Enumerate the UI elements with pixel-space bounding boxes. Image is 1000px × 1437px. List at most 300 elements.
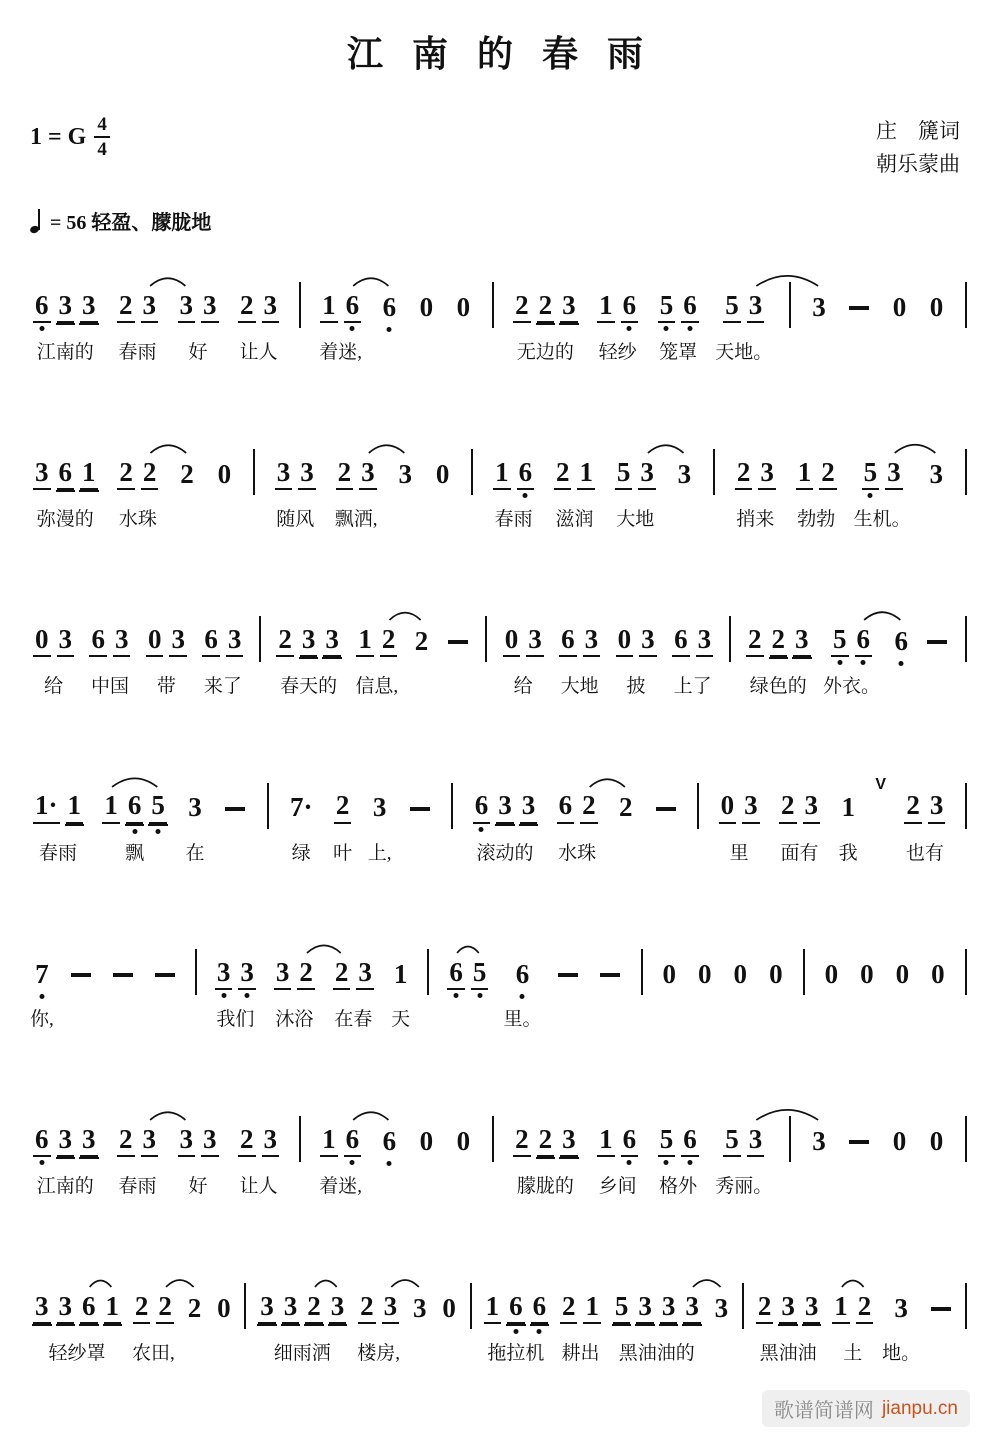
rest-note: 0 <box>662 959 677 990</box>
lyric-syllable: 外衣。 <box>823 675 881 697</box>
note-token: 3 <box>113 624 131 657</box>
music-system-5 <box>30 932 970 1030</box>
note-token: 7 <box>35 959 49 990</box>
measure-cell <box>235 1099 282 1197</box>
rest-note: 0 <box>698 959 712 990</box>
note-token: 3 <box>274 957 292 990</box>
note-token: 2 <box>336 457 354 490</box>
note-token: 3 <box>398 458 413 489</box>
lyric-syllable: 让人 <box>239 1176 278 1198</box>
measure-cell <box>594 1099 641 1197</box>
barline <box>253 449 255 495</box>
note-token: 6 <box>57 457 75 490</box>
lyric-syllable: 着迷, <box>319 342 362 364</box>
note-token: 2 <box>770 624 788 657</box>
measure-cell <box>553 932 583 1030</box>
barline <box>267 783 269 829</box>
note-token: 6 <box>447 957 465 990</box>
note-token: 3 <box>141 290 159 323</box>
note-token: 5 <box>613 1291 631 1324</box>
note-token: 6 <box>559 624 577 657</box>
note-token: 3 <box>201 290 219 323</box>
measure-cell <box>651 766 681 864</box>
measure-cell <box>693 932 717 1030</box>
lyric-syllable: 朦胧的 <box>516 1176 574 1198</box>
measure-cell <box>658 932 682 1030</box>
note-token: 6 <box>473 790 491 823</box>
measure-cell <box>256 599 264 697</box>
measure-cell <box>557 1266 604 1364</box>
note-token: 6 <box>202 624 220 657</box>
measure-cell <box>150 932 180 1030</box>
note-token: 5 <box>471 957 489 990</box>
measure-cell <box>669 599 716 697</box>
measure-cell <box>452 265 476 363</box>
measure-cell <box>443 599 473 697</box>
note-token: 6 <box>89 624 107 657</box>
barline <box>427 949 429 995</box>
watermark <box>762 1390 970 1427</box>
note-token: 6 <box>894 625 908 656</box>
duration-dash <box>71 973 91 977</box>
note-token: 3 <box>885 457 903 490</box>
note-token: 5 <box>723 1124 741 1157</box>
rest-note: 0 <box>435 458 450 489</box>
lyric-syllable: 我 <box>838 842 858 864</box>
note-token: 3 <box>188 792 202 823</box>
lyric-syllable: 轻纱 <box>598 342 637 364</box>
note-token: 2 <box>779 790 797 823</box>
note-token: 2 <box>513 1124 531 1157</box>
lyric-syllable: 带 <box>156 675 176 697</box>
note-token: 6 <box>557 790 575 823</box>
rest-note: 0 <box>929 292 944 323</box>
duration-dash <box>410 807 430 811</box>
duration-dash <box>927 640 947 644</box>
note-token: 2 <box>537 290 555 323</box>
measure-cell <box>551 432 598 530</box>
measure-cell <box>901 766 948 864</box>
note-token: 1 <box>796 457 814 490</box>
measure-cell <box>673 432 697 530</box>
note-token: 3 <box>638 457 656 490</box>
lyric-syllable: 黑油油的 <box>618 1342 695 1364</box>
measure-cell <box>296 265 304 363</box>
note-token: 1 <box>841 792 855 823</box>
measure-cell <box>962 432 970 530</box>
measure-cell <box>556 599 603 697</box>
note-token: 6 <box>382 1126 397 1157</box>
note-token: 5 <box>615 457 633 490</box>
music-system-1 <box>30 265 970 363</box>
lyric-syllable: 笼罩 <box>659 342 698 364</box>
lyric-syllable: 好 <box>188 342 208 364</box>
note-token: 3 <box>382 1291 400 1324</box>
tempo-marking <box>30 206 970 235</box>
note-token: 5 <box>862 457 880 490</box>
measure-cell <box>213 432 237 530</box>
measure-cell <box>273 599 344 697</box>
note-token: 6 <box>855 624 873 657</box>
note-token: 2 <box>856 1291 874 1324</box>
lyric-syllable: 江南的 <box>36 342 94 364</box>
lyric-syllable: 水珠 <box>118 508 157 530</box>
measure-cell <box>503 932 541 1030</box>
music-system-2 <box>30 432 970 530</box>
measure-cell <box>800 932 808 1030</box>
lyric-syllable: 大地 <box>560 675 599 697</box>
measure-cell <box>378 1099 402 1197</box>
rest-note: 0 <box>419 1126 434 1157</box>
note-token: 2 <box>156 1291 174 1324</box>
lyric-syllable: 春雨 <box>39 842 78 864</box>
note-token: 3 <box>696 624 714 657</box>
note-token: 2 <box>305 1291 323 1324</box>
lyric-syllable: 轻纱罩 <box>48 1342 106 1364</box>
duration-dash <box>113 973 133 977</box>
note-token: 3 <box>262 1124 280 1157</box>
measure-cell <box>962 1099 970 1197</box>
measure-cell <box>482 599 490 697</box>
barline <box>299 1116 301 1162</box>
rest-note: 0 <box>456 1126 471 1157</box>
rest-note: 0 <box>860 959 874 990</box>
note-token: 1 <box>102 790 120 823</box>
note-token: 6 <box>344 290 362 323</box>
lyric-syllable: 飘洒, <box>334 508 378 530</box>
barline <box>803 949 805 995</box>
measure-cell <box>924 432 948 530</box>
note-token: 6 <box>621 290 639 323</box>
note-token: 3 <box>639 624 657 657</box>
measure-cell <box>481 1266 552 1364</box>
note-token: 3 <box>33 457 51 490</box>
note-token: 3 <box>215 957 233 990</box>
measure-cell <box>510 265 581 363</box>
rest-note: 0 <box>892 1126 907 1157</box>
note-token: 3 <box>803 1291 821 1324</box>
tempo-text: = 56 轻盈、朦胧地 <box>50 212 212 235</box>
measure-cell <box>786 265 794 363</box>
note-token: 3 <box>57 290 75 323</box>
barline <box>244 1283 246 1329</box>
note-token: 6 <box>681 290 699 323</box>
duration-dash <box>225 807 245 811</box>
note-token: 2 <box>537 1124 555 1157</box>
barline <box>485 616 487 662</box>
note-token: 6 <box>621 1124 639 1157</box>
measure-cell <box>114 265 161 363</box>
measure-cell <box>99 766 170 864</box>
measure-cell <box>554 766 601 864</box>
measure-cell <box>926 932 950 1030</box>
note-token: 2 <box>238 290 256 323</box>
measure-cell <box>444 932 491 1030</box>
measure-cell <box>844 1099 874 1197</box>
note-token: 3 <box>275 457 293 490</box>
note-token: 6 <box>33 290 51 323</box>
note-token: 2 <box>554 457 572 490</box>
note-token: 3 <box>803 790 821 823</box>
measure-cell <box>114 432 161 530</box>
note-token: 3 <box>677 458 692 489</box>
lyric-syllable: 春天的 <box>280 675 338 697</box>
lyric-syllable: 绿色的 <box>749 675 807 697</box>
measure-cell <box>235 265 282 363</box>
note-token: 1 <box>320 290 338 323</box>
measure-cell <box>715 1099 772 1197</box>
barline <box>965 616 967 662</box>
barline <box>451 783 453 829</box>
measure-cell <box>716 766 763 864</box>
note-token: 1 <box>393 959 408 990</box>
barline <box>965 1116 967 1162</box>
rest-note: 0 <box>146 624 164 657</box>
note-token: 2 <box>133 1291 151 1324</box>
lyric-syllable: 生机。 <box>853 508 911 530</box>
lyric-syllable: 随风 <box>276 508 315 530</box>
duration-dash <box>448 640 468 644</box>
rest-note: 0 <box>217 1292 231 1323</box>
note-token: 3 <box>812 292 826 323</box>
note-token: 6 <box>126 790 144 823</box>
measure-cell <box>715 265 772 363</box>
rest-note: 0 <box>892 292 907 323</box>
note-token: 3 <box>80 290 98 323</box>
time-signature <box>94 115 110 159</box>
lyric-syllable: 披 <box>626 675 646 697</box>
note-token: 1 <box>832 1291 850 1324</box>
lyric-syllable: 给 <box>43 675 63 697</box>
note-token: 3 <box>683 1291 701 1324</box>
note-token: 1 <box>320 1124 338 1157</box>
measure-cell <box>130 1266 177 1364</box>
lyric-syllable: 春雨 <box>494 508 533 530</box>
measure-cell <box>743 599 814 697</box>
measure-cell <box>331 766 355 864</box>
note-token: 1 <box>66 790 84 823</box>
note-token: 3 <box>329 1291 347 1324</box>
barline <box>789 282 791 328</box>
note-token: 2 <box>238 1124 256 1157</box>
credit-lyricist: 庄 篪词 <box>876 119 960 143</box>
note-token: 2 <box>560 1291 578 1324</box>
note-token: 3 <box>80 1124 98 1157</box>
measure-cell <box>889 599 913 697</box>
note-token: 2 <box>414 625 429 656</box>
note-token: 1 <box>484 1291 502 1324</box>
lyric-syllable: 黑油油 <box>759 1342 817 1364</box>
measure-cell <box>285 766 318 864</box>
time-signature-beats: 4 <box>94 115 110 138</box>
note-token: 2 <box>380 624 398 657</box>
measure-cell <box>962 1266 970 1364</box>
rest-note: 0 <box>719 790 737 823</box>
lyric-syllable: 土 <box>843 1342 863 1364</box>
note-token: 3 <box>583 624 601 657</box>
note-token: 3 <box>178 1124 196 1157</box>
lyric-syllable: 滚动的 <box>476 842 534 864</box>
note-token: 2 <box>580 790 598 823</box>
measure-cell <box>793 432 840 530</box>
note-token: 2 <box>117 290 135 323</box>
note-token: 3 <box>359 457 377 490</box>
measure-cell <box>710 1266 734 1364</box>
measure-cell <box>353 599 400 697</box>
lyric-syllable: 天 <box>391 1009 411 1031</box>
duration-dash <box>849 1140 869 1144</box>
measure-cell <box>394 432 418 530</box>
lyric-syllable: 让人 <box>239 342 278 364</box>
duration-dash <box>931 1307 951 1311</box>
measure-cell <box>595 932 625 1030</box>
measure-cell <box>489 265 497 363</box>
lyric-syllable: 上了 <box>673 675 712 697</box>
lyric-syllable: 弥漫的 <box>36 508 94 530</box>
measure-cell <box>614 766 638 864</box>
lyric-syllable: 大地 <box>616 508 655 530</box>
measure-cell <box>467 1266 475 1364</box>
note-token: 3 <box>636 1291 654 1324</box>
measure-cell <box>786 1099 794 1197</box>
lyric-syllable: 上, <box>367 842 392 864</box>
note-token: 5 <box>723 290 741 323</box>
rest-note: 0 <box>217 458 232 489</box>
note-token: 6 <box>507 1291 525 1324</box>
note-token: 6 <box>517 457 535 490</box>
breath-mark-icon: V <box>875 775 886 793</box>
measure-cell <box>926 1266 956 1364</box>
barline <box>641 949 643 995</box>
score-header <box>30 115 970 180</box>
note-token: 2 <box>117 457 135 490</box>
measure-cell <box>739 1266 747 1364</box>
measure-cell <box>613 599 660 697</box>
note-token: 1 <box>493 457 511 490</box>
note-token: 2 <box>904 790 922 823</box>
note-token: 5 <box>658 1124 676 1157</box>
lyric-syllable: 天地。 <box>715 342 773 364</box>
note-token: 3 <box>57 624 75 657</box>
lyric-syllable: 在春 <box>334 1009 373 1031</box>
lyric-syllable: 水珠 <box>558 842 597 864</box>
lyric-syllable: 信息, <box>355 675 399 697</box>
note-token: 2 <box>746 624 764 657</box>
measure-cell <box>854 432 911 530</box>
measure-cell <box>836 766 860 864</box>
lyric-syllable: 格外 <box>659 1176 698 1198</box>
quarter-note-icon <box>30 208 43 234</box>
measure-cell <box>175 432 199 530</box>
note-token: 3 <box>282 1291 300 1324</box>
note-token: 2 <box>618 792 633 823</box>
barline <box>742 1283 744 1329</box>
note-token: 1 <box>80 457 98 490</box>
note-token: 3 <box>747 290 765 323</box>
note-token: 3 <box>33 1291 51 1324</box>
measure-cell <box>962 599 970 697</box>
rest-note: 0 <box>733 959 748 990</box>
barline <box>697 783 699 829</box>
note-token: 3 <box>747 1124 765 1157</box>
lyric-syllable: 来了 <box>203 675 242 697</box>
lyric-syllable: 里 <box>729 842 749 864</box>
note-token: 3 <box>812 1126 826 1157</box>
duration-dash <box>558 973 578 977</box>
rest-note: 0 <box>456 292 471 323</box>
measure-cell <box>415 265 439 363</box>
measure-cell <box>594 265 641 363</box>
measure-cell <box>405 766 435 864</box>
note-token: 3 <box>526 624 544 657</box>
measure-cell <box>490 432 537 530</box>
barline <box>729 616 731 662</box>
note-token: 2 <box>117 1124 135 1157</box>
measure-cell <box>610 1266 704 1364</box>
note-token: 1 <box>577 457 595 490</box>
measure-cell <box>368 766 392 864</box>
note-token: 6 <box>531 1291 549 1324</box>
duration-dash <box>849 306 869 310</box>
note-token: 6 <box>515 959 530 990</box>
measure-cell <box>470 766 541 864</box>
lyric-syllable: 绿 <box>291 842 311 864</box>
measure-cell <box>355 1266 402 1364</box>
note-token: 5 <box>149 790 167 823</box>
measure-cell <box>378 265 402 363</box>
barline <box>492 1116 494 1162</box>
note-token: 1 <box>356 624 374 657</box>
note-token: 2 <box>276 624 294 657</box>
measure-cell <box>175 1099 222 1197</box>
measure-cell <box>175 265 222 363</box>
barline <box>965 449 967 495</box>
time-signature-unit: 4 <box>97 139 107 160</box>
music-system-6 <box>30 1099 970 1197</box>
rest-note: 0 <box>931 959 945 990</box>
note-token: 2 <box>297 957 315 990</box>
lyric-syllable: 春雨 <box>118 1176 157 1198</box>
lyric-syllable: 着迷, <box>319 1176 362 1198</box>
lyric-syllable: 好 <box>188 1176 208 1198</box>
measure-cell <box>264 766 272 864</box>
rest-note: 0 <box>895 959 910 990</box>
duration-dash <box>155 973 175 977</box>
note-token: 3 <box>169 624 187 657</box>
note-token: 3 <box>742 790 760 823</box>
key-signature <box>30 115 110 159</box>
barline <box>713 449 715 495</box>
measure-cell <box>30 1099 101 1197</box>
measure-cell <box>241 1266 249 1364</box>
lyric-syllable: 无边的 <box>516 342 574 364</box>
measure-cell <box>962 265 970 363</box>
note-token: 3 <box>238 957 256 990</box>
measure-cell <box>30 599 77 697</box>
music-system-7 <box>30 1266 970 1364</box>
measure-cell <box>922 599 952 697</box>
note-token: 3 <box>560 1124 578 1157</box>
barline <box>789 1116 791 1162</box>
lyric-syllable: 春雨 <box>118 342 157 364</box>
note-token: 3 <box>714 1292 729 1323</box>
music-system-3 <box>30 599 970 697</box>
note-token: 1 <box>583 1291 601 1324</box>
measure-cell <box>30 766 86 864</box>
lyric-syllable: 农田, <box>131 1342 175 1364</box>
measure-cell <box>212 1266 236 1364</box>
measure-cell <box>694 766 702 864</box>
